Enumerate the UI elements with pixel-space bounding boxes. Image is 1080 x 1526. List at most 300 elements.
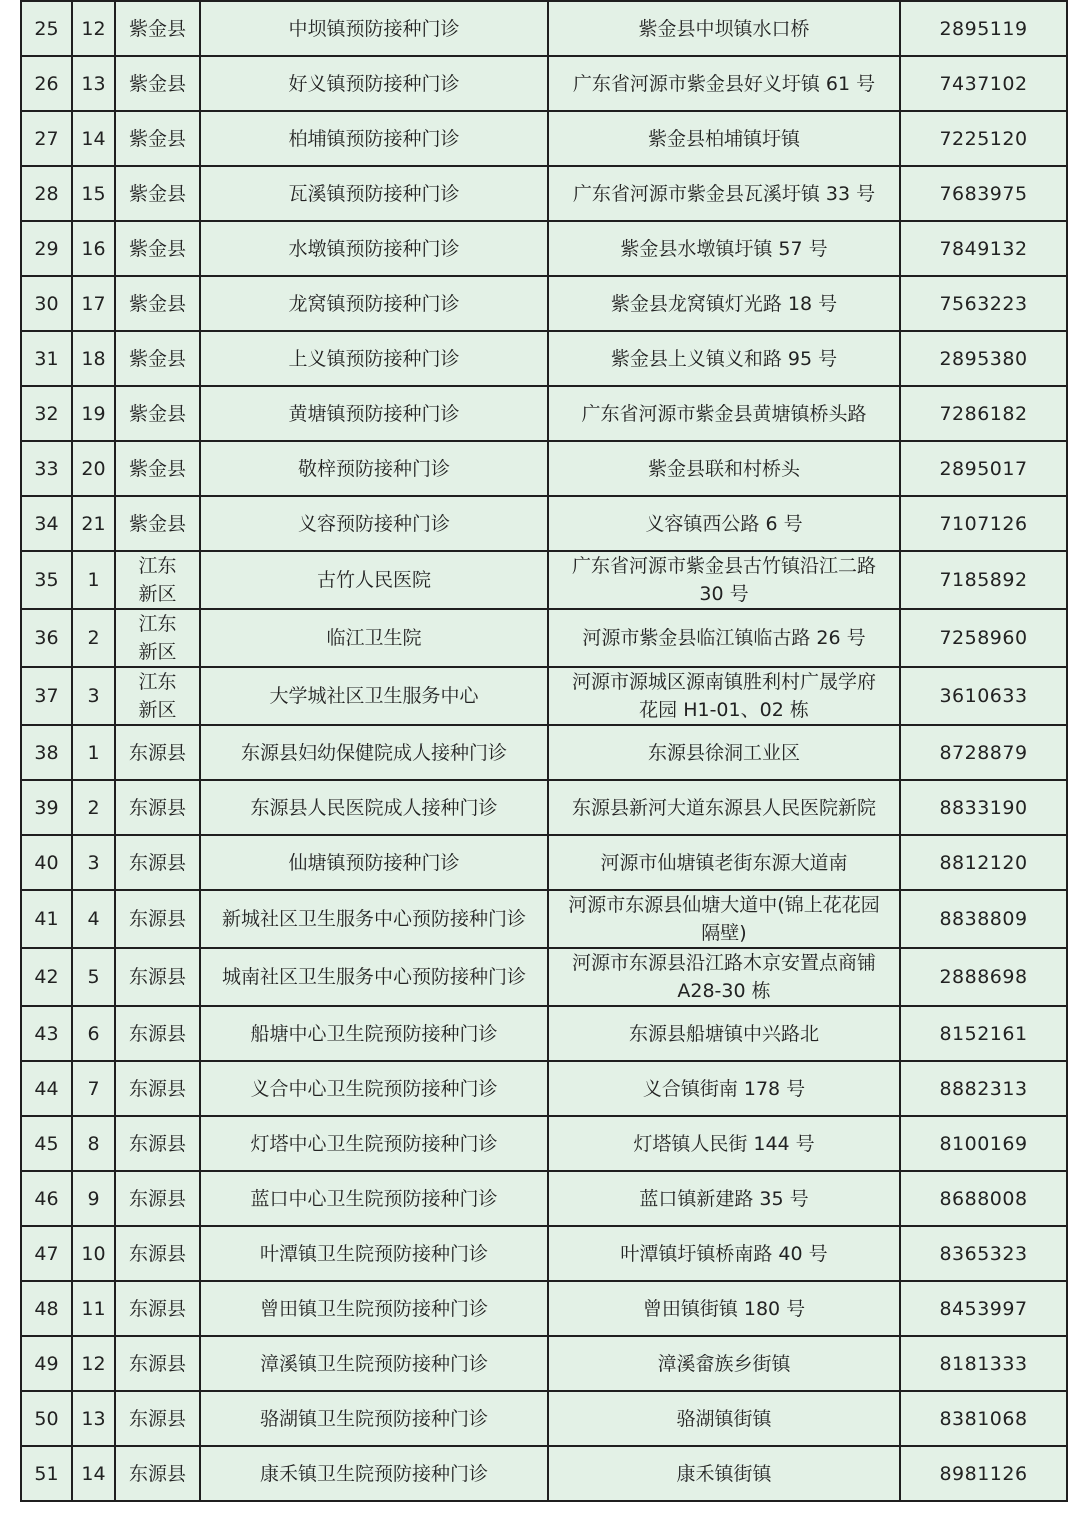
seq-cell — [21, 1171, 72, 1226]
clinic-name: 好义镇预防接种门诊 — [288, 72, 460, 95]
seq-number: 50 — [34, 1407, 59, 1430]
clinic-name: 临江卫生院 — [326, 627, 422, 649]
table-row — [21, 1281, 1067, 1336]
district-cell — [115, 56, 200, 111]
clinic-name-cell — [200, 276, 548, 331]
sub-seq-number: 13 — [81, 1407, 106, 1430]
phone-cell — [900, 667, 1067, 725]
district-cell — [115, 331, 200, 386]
seq-number: 47 — [34, 1242, 59, 1265]
sub-seq-number: 18 — [81, 347, 106, 370]
address: 紫金县中坝镇水口桥 — [638, 17, 810, 40]
sub-seq-number: 16 — [81, 237, 106, 260]
district-cell — [115, 609, 200, 667]
phone-cell — [900, 441, 1067, 496]
clinic-name: 康禾镇卫生院预防接种门诊 — [259, 1462, 488, 1485]
sub-seq-number: 4 — [87, 908, 100, 930]
address-cell — [548, 1006, 900, 1061]
seq-cell — [21, 221, 72, 276]
address: 义容镇西公路 6 号 — [645, 512, 803, 535]
seq-number: 44 — [34, 1077, 59, 1100]
phone-number: 2888698 — [939, 966, 1028, 988]
address-cell — [548, 1391, 900, 1446]
table-row — [21, 496, 1067, 551]
sub-seq-cell — [72, 221, 115, 276]
table-row — [21, 1171, 1067, 1226]
table-row — [21, 221, 1067, 276]
phone-number: 8728879 — [939, 741, 1028, 764]
sub-seq-number: 12 — [81, 17, 106, 40]
table-row — [21, 890, 1067, 948]
district-name: 东源县 — [128, 1187, 186, 1210]
district-line: 新区 — [138, 699, 177, 721]
phone-number: 8453997 — [939, 1297, 1028, 1320]
district-name: 紫金县 — [128, 292, 186, 315]
clinic-name-cell — [200, 890, 548, 948]
seq-cell — [21, 56, 72, 111]
sub-seq-cell — [72, 496, 115, 551]
district-cell — [115, 1226, 200, 1281]
phone-number: 7258960 — [939, 627, 1028, 649]
phone-number: 8981126 — [939, 1462, 1028, 1485]
phone-cell — [900, 725, 1067, 780]
address: 广东省河源市紫金县瓦溪圩镇 33 号 — [572, 182, 876, 205]
clinic-name: 灯塔中心卫生院预防接种门诊 — [250, 1132, 498, 1155]
district-cell — [115, 890, 200, 948]
sub-seq-cell — [72, 111, 115, 166]
district-name: 紫金县 — [128, 402, 186, 425]
address-line: A28-30 栋 — [677, 980, 771, 1002]
clinic-name-cell — [200, 1281, 548, 1336]
clinic-name: 城南社区卫生服务中心预防接种门诊 — [221, 966, 526, 988]
clinic-name: 敬梓预防接种门诊 — [297, 457, 450, 480]
district-name: 东源县 — [128, 1407, 186, 1430]
district-cell — [115, 835, 200, 890]
address: 东源县船塘镇中兴路北 — [628, 1022, 819, 1045]
address-cell — [548, 948, 900, 1006]
address: 康禾镇街镇 — [676, 1462, 772, 1485]
seq-number: 51 — [34, 1462, 59, 1485]
district-name: 东源县 — [128, 851, 186, 874]
phone-cell — [900, 1391, 1067, 1446]
district-name: 东源县 — [128, 1297, 186, 1320]
district-cell — [115, 386, 200, 441]
seq-cell — [21, 609, 72, 667]
address: 东源县徐洞工业区 — [647, 741, 800, 764]
address: 曾田镇街镇 180 号 — [642, 1297, 806, 1320]
sub-seq-cell — [72, 276, 115, 331]
address-cell — [548, 496, 900, 551]
table-row — [21, 56, 1067, 111]
phone-number: 7849132 — [939, 237, 1028, 260]
district-name: 紫金县 — [128, 17, 186, 40]
phone-cell — [900, 835, 1067, 890]
clinic-name-cell — [200, 1391, 548, 1446]
sub-seq-number: 12 — [81, 1352, 106, 1375]
phone-number: 7683975 — [939, 182, 1028, 205]
sub-seq-cell — [72, 780, 115, 835]
clinic-name-cell — [200, 1446, 548, 1501]
phone-number: 8882313 — [939, 1077, 1028, 1100]
phone-cell — [900, 1226, 1067, 1281]
address-cell — [548, 276, 900, 331]
seq-cell — [21, 1061, 72, 1116]
address: 东源县新河大道东源县人民医院新院 — [571, 796, 876, 819]
seq-cell — [21, 1446, 72, 1501]
district-cell — [115, 551, 200, 609]
sub-seq-cell — [72, 331, 115, 386]
seq-cell — [21, 496, 72, 551]
district-line: 江东 — [138, 613, 177, 635]
phone-cell — [900, 56, 1067, 111]
clinic-name-cell — [200, 1336, 548, 1391]
district-cell — [115, 1061, 200, 1116]
phone-number: 7185892 — [939, 569, 1028, 591]
phone-cell — [900, 780, 1067, 835]
address-cell — [548, 166, 900, 221]
district-name: 东源县 — [128, 741, 186, 764]
seq-cell — [21, 890, 72, 948]
table-row — [21, 276, 1067, 331]
phone-number: 8381068 — [939, 1407, 1028, 1430]
sub-seq-cell — [72, 948, 115, 1006]
seq-number: 49 — [34, 1352, 59, 1375]
table-row — [21, 386, 1067, 441]
address-cell — [548, 835, 900, 890]
address-line: 广东省河源市紫金县古竹镇沿江二路 — [571, 555, 876, 577]
district-cell — [115, 1391, 200, 1446]
phone-cell — [900, 1061, 1067, 1116]
sub-seq-number: 9 — [87, 1187, 100, 1210]
seq-cell — [21, 1336, 72, 1391]
clinic-name: 东源县人民医院成人接种门诊 — [250, 796, 498, 819]
seq-number: 27 — [34, 127, 59, 150]
address: 骆湖镇街镇 — [676, 1407, 772, 1430]
seq-cell — [21, 111, 72, 166]
district-cell — [115, 667, 200, 725]
sub-seq-number: 1 — [87, 569, 100, 591]
district-cell — [115, 496, 200, 551]
table-row — [21, 1006, 1067, 1061]
phone-number: 7563223 — [939, 292, 1028, 315]
address-cell — [548, 780, 900, 835]
sub-seq-number: 14 — [81, 127, 106, 150]
address-cell — [548, 1171, 900, 1226]
sub-seq-cell — [72, 1226, 115, 1281]
phone-cell — [900, 1116, 1067, 1171]
clinic-name-cell — [200, 1226, 548, 1281]
table-row — [21, 725, 1067, 780]
clinic-table-page — [20, 0, 1066, 1502]
address-cell — [548, 1061, 900, 1116]
table-row — [21, 1336, 1067, 1391]
clinic-name: 义合中心卫生院预防接种门诊 — [250, 1077, 498, 1100]
phone-cell — [900, 1006, 1067, 1061]
phone-number: 8688008 — [939, 1187, 1028, 1210]
district-name: 紫金县 — [128, 182, 186, 205]
sub-seq-cell — [72, 386, 115, 441]
sub-seq-number: 8 — [87, 1132, 100, 1155]
table-row — [21, 331, 1067, 386]
address: 紫金县水墩镇圩镇 57 号 — [620, 237, 828, 260]
clinic-name: 黄塘镇预防接种门诊 — [288, 402, 460, 425]
sub-seq-number: 19 — [81, 402, 106, 425]
sub-seq-number: 7 — [87, 1077, 100, 1100]
phone-cell — [900, 111, 1067, 166]
district-cell — [115, 111, 200, 166]
phone-number: 8833190 — [939, 796, 1028, 819]
seq-cell — [21, 331, 72, 386]
address-line: 隔壁) — [701, 922, 747, 944]
clinic-name: 漳溪镇卫生院预防接种门诊 — [259, 1352, 488, 1375]
district-name: 紫金县 — [128, 237, 186, 260]
district-cell — [115, 276, 200, 331]
address: 河源市仙塘镇老街东源大道南 — [600, 851, 848, 874]
seq-number: 40 — [34, 851, 59, 874]
seq-number: 43 — [34, 1022, 59, 1045]
district-line: 新区 — [138, 641, 177, 663]
address: 紫金县龙窝镇灯光路 18 号 — [610, 292, 838, 315]
district-name: 东源县 — [128, 1462, 186, 1485]
district-cell — [115, 725, 200, 780]
address: 紫金县联和村桥头 — [647, 457, 800, 480]
clinic-name: 仙塘镇预防接种门诊 — [288, 851, 460, 874]
district-name: 东源县 — [128, 796, 186, 819]
table-row — [21, 1391, 1067, 1446]
address-cell — [548, 1116, 900, 1171]
district-name: 紫金县 — [128, 512, 186, 535]
address-line: 花园 H1-01、02 栋 — [639, 699, 809, 721]
district-cell — [115, 1446, 200, 1501]
district-name: 紫金县 — [128, 347, 186, 370]
clinic-name-cell — [200, 551, 548, 609]
seq-number: 46 — [34, 1187, 59, 1210]
address-line: 河源市东源县沿江路木京安置点商铺 — [571, 952, 876, 974]
phone-number: 8100169 — [939, 1132, 1028, 1155]
seq-number: 33 — [34, 457, 59, 480]
phone-number: 8838809 — [939, 908, 1028, 930]
phone-number: 7107126 — [939, 512, 1028, 535]
sub-seq-number: 2 — [87, 796, 100, 819]
address: 义合镇街南 178 号 — [642, 1077, 806, 1100]
phone-number: 3610633 — [939, 685, 1028, 707]
address-cell — [548, 725, 900, 780]
district-cell — [115, 1336, 200, 1391]
sub-seq-cell — [72, 1, 115, 56]
address-cell — [548, 1336, 900, 1391]
clinic-name-cell — [200, 111, 548, 166]
clinic-name: 骆湖镇卫生院预防接种门诊 — [259, 1407, 488, 1430]
table-row — [21, 166, 1067, 221]
clinic-name: 义容预防接种门诊 — [297, 512, 450, 535]
address: 漳溪畲族乡街镇 — [657, 1352, 791, 1375]
district-cell — [115, 166, 200, 221]
phone-cell — [900, 496, 1067, 551]
clinic-name-cell — [200, 609, 548, 667]
district-line: 新区 — [138, 583, 177, 605]
seq-cell — [21, 667, 72, 725]
address: 蓝口镇新建路 35 号 — [639, 1187, 809, 1210]
seq-cell — [21, 276, 72, 331]
clinic-name-cell — [200, 386, 548, 441]
seq-number: 32 — [34, 402, 59, 425]
clinic-name: 新城社区卫生服务中心预防接种门诊 — [221, 908, 526, 930]
phone-cell — [900, 331, 1067, 386]
clinic-name: 龙窝镇预防接种门诊 — [288, 292, 460, 315]
clinic-name-cell — [200, 1006, 548, 1061]
clinic-name-cell — [200, 835, 548, 890]
sub-seq-number: 13 — [81, 72, 106, 95]
sub-seq-cell — [72, 166, 115, 221]
clinic-name: 叶潭镇卫生院预防接种门诊 — [259, 1242, 488, 1265]
sub-seq-number: 14 — [81, 1462, 106, 1485]
sub-seq-cell — [72, 1116, 115, 1171]
seq-cell — [21, 1226, 72, 1281]
sub-seq-cell — [72, 56, 115, 111]
seq-cell — [21, 948, 72, 1006]
seq-number: 36 — [34, 627, 59, 649]
address: 紫金县上义镇义和路 95 号 — [610, 347, 838, 370]
sub-seq-cell — [72, 1281, 115, 1336]
seq-cell — [21, 725, 72, 780]
phone-number: 8181333 — [939, 1352, 1028, 1375]
seq-cell — [21, 1, 72, 56]
clinic-name-cell — [200, 331, 548, 386]
district-line: 江东 — [138, 555, 177, 577]
seq-cell — [21, 1281, 72, 1336]
phone-cell — [900, 1281, 1067, 1336]
phone-number: 2895380 — [939, 347, 1028, 370]
sub-seq-number: 3 — [87, 851, 100, 874]
seq-number: 26 — [34, 72, 59, 95]
phone-number: 8152161 — [939, 1022, 1028, 1045]
address-cell — [548, 441, 900, 496]
table-row — [21, 1226, 1067, 1281]
seq-cell — [21, 551, 72, 609]
clinic-name: 古竹人民医院 — [316, 569, 431, 591]
sub-seq-number: 10 — [81, 1242, 106, 1265]
district-name: 东源县 — [128, 908, 186, 930]
district-name: 东源县 — [128, 1242, 186, 1265]
address-cell — [548, 1446, 900, 1501]
sub-seq-cell — [72, 667, 115, 725]
table-row — [21, 1446, 1067, 1501]
seq-number: 42 — [34, 966, 59, 988]
seq-cell — [21, 1116, 72, 1171]
table-row — [21, 1, 1067, 56]
sub-seq-cell — [72, 1006, 115, 1061]
sub-seq-cell — [72, 835, 115, 890]
address-cell — [548, 609, 900, 667]
sub-seq-number: 1 — [87, 741, 100, 764]
seq-cell — [21, 835, 72, 890]
seq-number: 30 — [34, 292, 59, 315]
phone-cell — [900, 551, 1067, 609]
clinic-name-cell — [200, 441, 548, 496]
address: 灯塔镇人民街 144 号 — [633, 1132, 815, 1155]
phone-number: 2895119 — [939, 17, 1028, 40]
address: 广东省河源市紫金县黄塘镇桥头路 — [581, 402, 867, 425]
table-row — [21, 948, 1067, 1006]
address-cell — [548, 1, 900, 56]
sub-seq-number: 5 — [87, 966, 100, 988]
clinic-name-cell — [200, 780, 548, 835]
clinic-name: 中坝镇预防接种门诊 — [288, 17, 460, 40]
address-cell — [548, 890, 900, 948]
district-line: 江东 — [138, 671, 177, 693]
address-cell — [548, 1226, 900, 1281]
phone-cell — [900, 166, 1067, 221]
phone-cell — [900, 1446, 1067, 1501]
clinic-name-cell — [200, 1061, 548, 1116]
seq-cell — [21, 1006, 72, 1061]
phone-cell — [900, 386, 1067, 441]
clinic-name: 东源县妇幼保健院成人接种门诊 — [240, 741, 507, 764]
table-row — [21, 780, 1067, 835]
phone-cell — [900, 276, 1067, 331]
clinic-name-cell — [200, 1116, 548, 1171]
address-line: 河源市源城区源南镇胜利村广晟学府 — [571, 671, 876, 693]
clinic-name: 水墩镇预防接种门诊 — [288, 237, 460, 260]
sub-seq-cell — [72, 1061, 115, 1116]
sub-seq-number: 3 — [87, 685, 100, 707]
phone-cell — [900, 221, 1067, 276]
sub-seq-cell — [72, 890, 115, 948]
sub-seq-cell — [72, 725, 115, 780]
phone-cell — [900, 609, 1067, 667]
clinic-name-cell — [200, 56, 548, 111]
clinic-name-cell — [200, 948, 548, 1006]
clinic-name-cell — [200, 221, 548, 276]
sub-seq-number: 20 — [81, 457, 106, 480]
vaccination-clinic-table — [20, 0, 1068, 1502]
seq-number: 45 — [34, 1132, 59, 1155]
address: 河源市紫金县临江镇临古路 26 号 — [582, 627, 866, 649]
district-cell — [115, 780, 200, 835]
clinic-name: 蓝口中心卫生院预防接种门诊 — [250, 1187, 498, 1210]
seq-number: 28 — [34, 182, 59, 205]
sub-seq-number: 2 — [87, 627, 100, 649]
table-body — [21, 1, 1067, 1501]
table-row — [21, 667, 1067, 725]
district-cell — [115, 1, 200, 56]
address: 紫金县柏埔镇圩镇 — [647, 127, 800, 150]
district-cell — [115, 221, 200, 276]
district-cell — [115, 441, 200, 496]
clinic-name-cell — [200, 166, 548, 221]
phone-number: 7437102 — [939, 72, 1028, 95]
phone-number: 8365323 — [939, 1242, 1028, 1265]
clinic-name: 柏埔镇预防接种门诊 — [288, 127, 460, 150]
sub-seq-cell — [72, 1446, 115, 1501]
sub-seq-cell — [72, 1391, 115, 1446]
clinic-name: 瓦溪镇预防接种门诊 — [288, 182, 460, 205]
address-cell — [548, 221, 900, 276]
district-cell — [115, 1006, 200, 1061]
district-name: 东源县 — [128, 1022, 186, 1045]
phone-cell — [900, 1171, 1067, 1226]
district-cell — [115, 948, 200, 1006]
address-cell — [548, 667, 900, 725]
district-name: 紫金县 — [128, 457, 186, 480]
phone-number: 7225120 — [939, 127, 1028, 150]
seq-number: 34 — [34, 512, 59, 535]
address: 广东省河源市紫金县好义圩镇 61 号 — [572, 72, 876, 95]
sub-seq-cell — [72, 551, 115, 609]
clinic-name-cell — [200, 1171, 548, 1226]
sub-seq-number: 17 — [81, 292, 106, 315]
district-name: 东源县 — [128, 1077, 186, 1100]
